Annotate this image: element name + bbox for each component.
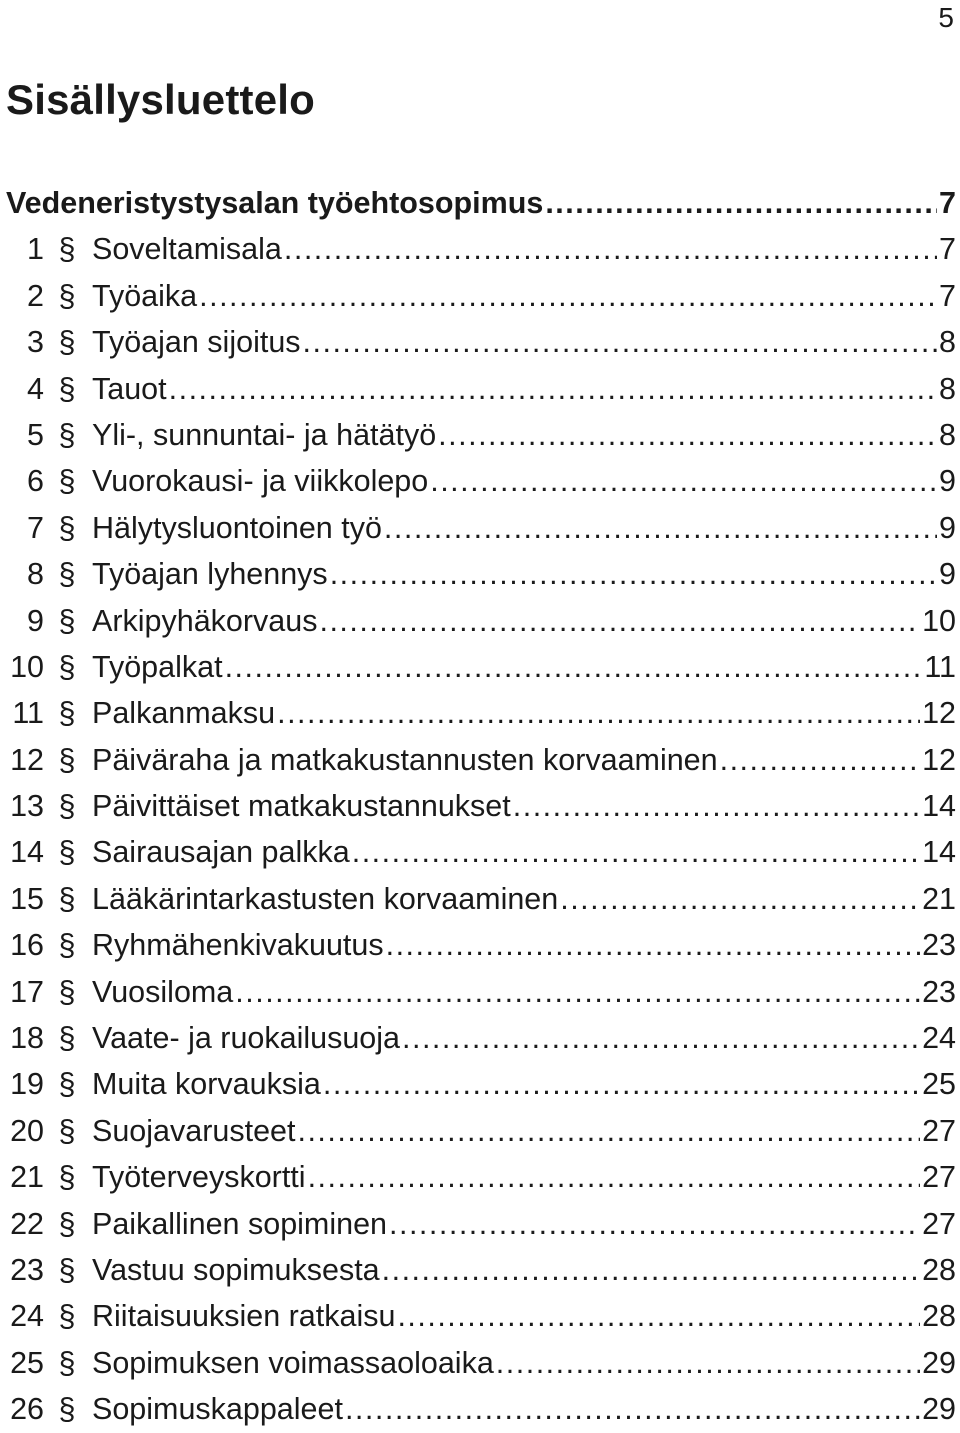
dot-leader (297, 1108, 920, 1154)
page-reference: 7 (939, 232, 956, 267)
toc-entry-row[interactable] (0, 969, 956, 1015)
section-title: Lääkärintarkastusten korvaaminen (92, 881, 559, 916)
toc-entry-row[interactable] (0, 922, 956, 968)
page-title: Sisällysluettelo (6, 76, 315, 123)
dot-leader (303, 319, 938, 365)
section-number: 12 (10, 742, 44, 777)
dot-leader (308, 1154, 921, 1200)
section-title: Tauot (92, 371, 167, 406)
dot-leader (169, 366, 937, 412)
dot-leader (386, 922, 920, 968)
toc-entry-row[interactable] (0, 644, 956, 690)
section-title: Soveltamisala (92, 232, 282, 267)
dot-leader (323, 1061, 920, 1107)
dot-leader (277, 690, 920, 736)
toc-entry-row[interactable] (0, 366, 956, 412)
section-sign: § (58, 464, 76, 499)
section-sign: § (58, 325, 76, 360)
section-number: 18 (10, 1021, 44, 1056)
section-number: 3 (27, 325, 44, 360)
toc-entry-row[interactable] (0, 1201, 956, 1247)
page-reference: 28 (922, 1252, 956, 1287)
section-sign: § (58, 278, 76, 313)
section-title: Päiväraha ja matkakustannusten korvaaminen (92, 742, 718, 777)
toc-entry-row[interactable] (0, 690, 956, 736)
table-of-contents (0, 180, 956, 1433)
page-reference: 23 (922, 974, 956, 1009)
section-title: Ryhmähenkivakuutus (92, 928, 384, 963)
page-reference: 14 (922, 789, 956, 824)
toc-entry-row[interactable] (0, 412, 956, 458)
section-sign: § (58, 417, 76, 452)
page-reference: 23 (922, 928, 956, 963)
toc-entry-row[interactable] (0, 319, 956, 365)
dot-leader (430, 458, 937, 504)
section-title: Riitaisuuksien ratkaisu (92, 1299, 396, 1334)
toc-entry-row[interactable] (0, 1340, 956, 1386)
section-title: Vastuu sopimuksesta (92, 1252, 380, 1287)
section-title: Hälytysluontoinen työ (92, 510, 382, 545)
section-title: Työajan lyhennys (92, 557, 328, 592)
section-number: 25 (10, 1345, 44, 1380)
section-number: 20 (10, 1113, 44, 1148)
section-title: Vuorokausi- ja viikkolepo (92, 464, 429, 499)
section-sign: § (58, 1021, 76, 1056)
toc-entry-row[interactable] (0, 737, 956, 783)
page-reference: 27 (922, 1160, 956, 1195)
section-title: Arkipyhäkorvaus (92, 603, 318, 638)
section-sign: § (58, 928, 76, 963)
page-reference: 8 (939, 325, 956, 360)
section-number: 6 (27, 464, 44, 499)
dot-leader (345, 1386, 920, 1432)
dot-leader (545, 180, 937, 226)
section-title: Palkanmaksu (92, 696, 276, 731)
page-reference: 27 (922, 1206, 956, 1241)
section-number: 16 (10, 928, 44, 963)
section-title: Sopimuksen voimassaoloaika (92, 1345, 494, 1380)
toc-heading-text: Vedeneristystysalan työehtosopimus (6, 186, 544, 220)
section-sign: § (58, 1345, 76, 1380)
section-sign: § (58, 1067, 76, 1102)
section-number: 14 (10, 835, 44, 870)
section-sign: § (58, 1113, 76, 1148)
section-number: 4 (27, 371, 44, 406)
section-sign: § (58, 789, 76, 824)
dot-leader (496, 1340, 920, 1386)
page-reference: 9 (939, 557, 956, 592)
toc-entry-row[interactable] (0, 876, 956, 922)
section-number: 9 (27, 603, 44, 638)
page-reference: 27 (922, 1113, 956, 1148)
section-number: 13 (10, 789, 44, 824)
dot-leader (330, 551, 937, 597)
section-title: Vuosiloma (92, 974, 234, 1009)
section-sign: § (58, 742, 76, 777)
page-reference: 12 (922, 696, 956, 731)
page-reference: 11 (924, 649, 956, 684)
section-title: Sairausajan palkka (92, 835, 350, 870)
dot-leader (720, 737, 920, 783)
section-sign: § (58, 974, 76, 1009)
dot-leader (397, 1293, 920, 1339)
page-reference: 12 (922, 742, 956, 777)
toc-entry-row[interactable] (0, 598, 956, 644)
section-sign: § (58, 649, 76, 684)
toc-heading-row[interactable] (0, 180, 956, 226)
dot-leader (284, 226, 937, 272)
section-number: 5 (27, 417, 44, 452)
dot-leader (389, 1201, 920, 1247)
section-number: 1 (27, 232, 44, 267)
section-number: 17 (10, 974, 44, 1009)
dot-leader (199, 273, 937, 319)
section-title: Muita korvauksia (92, 1067, 321, 1102)
section-title: Vaate- ja ruokailusuoja (92, 1021, 401, 1056)
dot-leader (513, 783, 920, 829)
toc-heading-page: 7 (939, 186, 956, 220)
toc-entry-row[interactable] (0, 273, 956, 319)
page-reference: 8 (939, 417, 956, 452)
page-reference: 10 (922, 603, 956, 638)
section-number: 24 (10, 1299, 44, 1334)
page-reference: 9 (939, 510, 956, 545)
dot-leader (402, 1015, 920, 1061)
toc-entry-row[interactable] (0, 1015, 956, 1061)
section-sign: § (58, 1160, 76, 1195)
section-sign: § (58, 232, 76, 267)
section-title: Päivittäiset matkakustannukset (92, 789, 511, 824)
page-reference: 9 (939, 464, 956, 499)
toc-entry-row[interactable] (0, 1293, 956, 1339)
dot-leader (382, 1247, 920, 1293)
toc-entry-row[interactable] (0, 829, 956, 875)
page-reference: 24 (922, 1021, 956, 1056)
section-number: 7 (27, 510, 44, 545)
toc-entry-row[interactable] (0, 1108, 956, 1154)
section-sign: § (58, 371, 76, 406)
section-sign: § (58, 1252, 76, 1287)
toc-entry-row[interactable] (0, 1247, 956, 1293)
dot-leader (235, 969, 920, 1015)
dot-leader (438, 412, 937, 458)
section-sign: § (58, 1206, 76, 1241)
page-reference: 25 (922, 1067, 956, 1102)
page-reference: 14 (922, 835, 956, 870)
section-sign: § (58, 510, 76, 545)
page-reference: 29 (922, 1345, 956, 1380)
toc-entry-row[interactable] (0, 226, 956, 272)
dot-leader (352, 829, 920, 875)
toc-entry-row[interactable] (0, 505, 956, 551)
toc-entry-row[interactable] (0, 1154, 956, 1200)
dot-leader (560, 876, 920, 922)
section-sign: § (58, 835, 76, 870)
section-title: Työterveyskortti (92, 1160, 306, 1195)
section-title: Paikallinen sopiminen (92, 1206, 388, 1241)
section-number: 11 (12, 696, 44, 731)
toc-entry-row[interactable] (0, 458, 956, 504)
section-sign: § (58, 603, 76, 638)
page-reference: 28 (922, 1299, 956, 1334)
section-title: Sopimuskappaleet (92, 1392, 343, 1427)
section-title: Yli-, sunnuntai- ja hätätyö (92, 417, 437, 452)
page-number: 5 (938, 2, 954, 33)
toc-entry-row[interactable] (0, 1061, 956, 1107)
section-title: Työaika (92, 278, 198, 313)
section-sign: § (58, 1392, 76, 1427)
toc-entry-row[interactable] (0, 551, 956, 597)
dot-leader (319, 598, 920, 644)
page-reference: 21 (922, 881, 956, 916)
dot-leader (384, 505, 937, 551)
section-number: 23 (10, 1252, 44, 1287)
section-sign: § (58, 696, 76, 731)
section-number: 19 (10, 1067, 44, 1102)
section-number: 10 (10, 649, 44, 684)
section-number: 26 (10, 1392, 44, 1427)
toc-entry-row[interactable] (0, 783, 956, 829)
section-title: Suojavarusteet (92, 1113, 296, 1148)
section-number: 22 (10, 1206, 44, 1241)
section-title: Työajan sijoitus (92, 325, 301, 360)
page-reference: 29 (922, 1392, 956, 1427)
section-title: Työpalkat (92, 649, 223, 684)
page-reference: 8 (939, 371, 956, 406)
section-number: 8 (27, 557, 44, 592)
section-number: 21 (10, 1160, 44, 1195)
section-number: 15 (10, 881, 44, 916)
section-sign: § (58, 1299, 76, 1334)
toc-entry-row[interactable] (0, 1386, 956, 1432)
section-number: 2 (27, 278, 44, 313)
dot-leader (225, 644, 923, 690)
section-sign: § (58, 557, 76, 592)
page-reference: 7 (939, 278, 956, 313)
section-sign: § (58, 881, 76, 916)
